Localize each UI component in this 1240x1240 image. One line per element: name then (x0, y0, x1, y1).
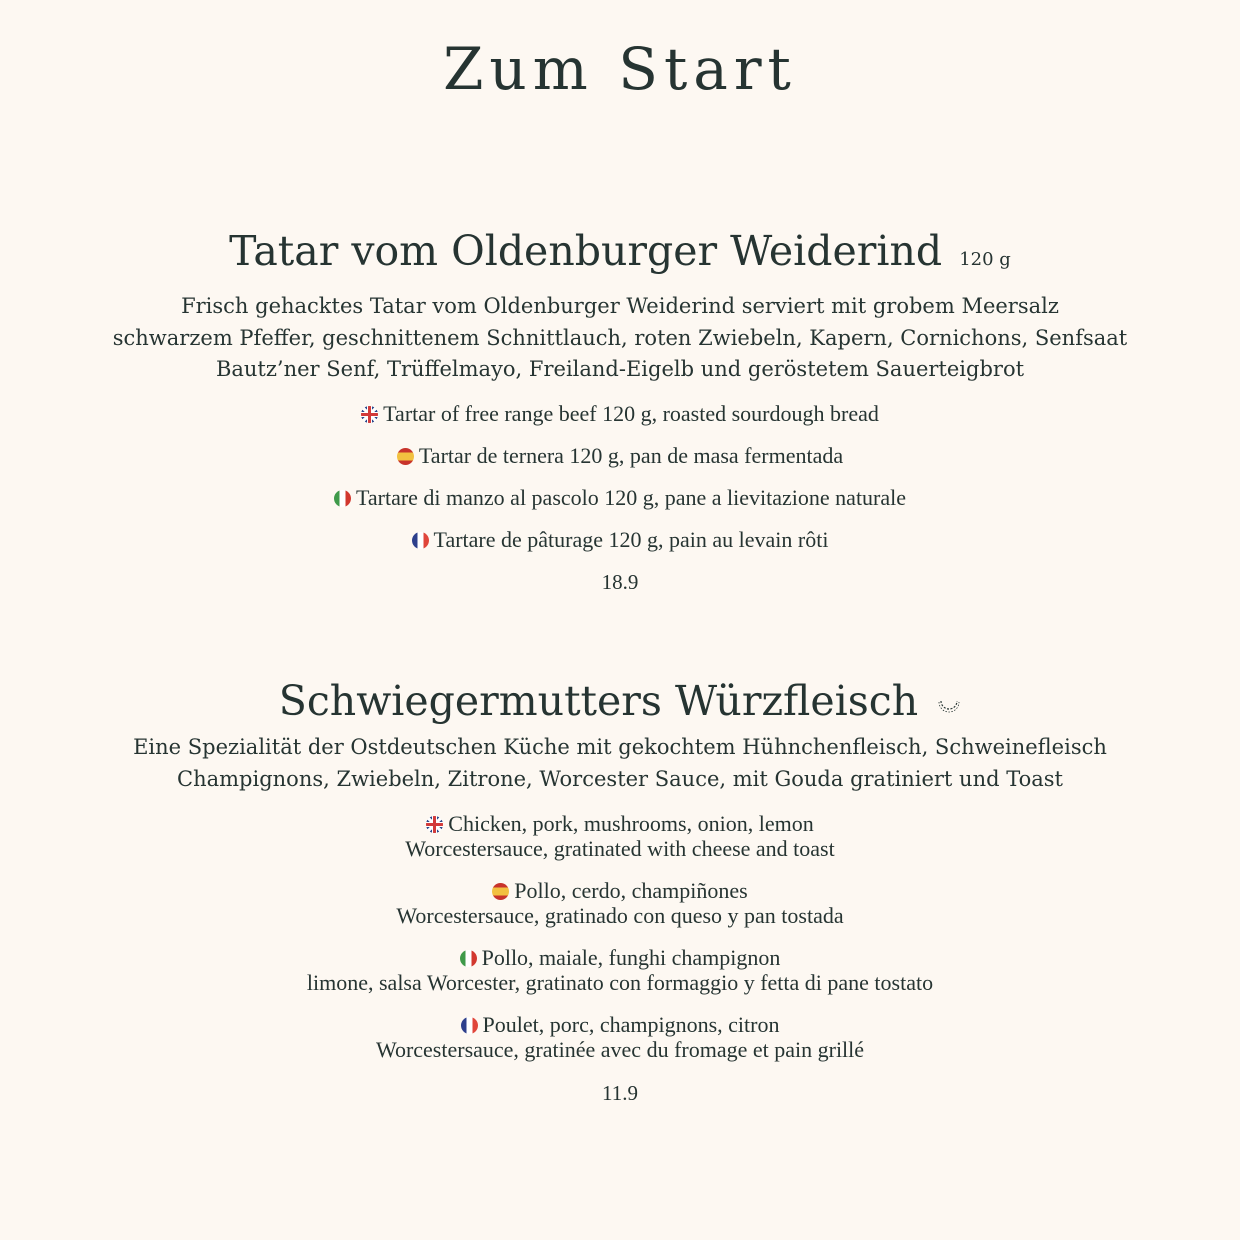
italy-flag-icon (334, 490, 351, 507)
translation-italian (0, 484, 1240, 512)
translation-english (0, 400, 1240, 428)
france-flag-icon (461, 1017, 478, 1034)
dish-description (0, 291, 1240, 386)
dish-price: 18.9 (601, 569, 639, 594)
spain-flag-icon (397, 448, 414, 465)
dish-name: Tatar vom Oldenburger Weiderind (229, 227, 943, 275)
description-line: Frisch gehacktes Tatar vom Oldenburger Weiderind serviert mit grobem Meersalz (181, 294, 1059, 318)
translation-text: Tartar of free range beef 120 g, roasted sourdough bread (383, 400, 879, 426)
dish-weight: 120 g (959, 249, 1011, 270)
translation-text: Tartare di manzo al pascolo 120 g, pane a lievitazione naturale (355, 484, 907, 510)
translation-text: Worcestersauce, gratinée avec du fromage et pain grillé (375, 1037, 865, 1062)
translation-spanish (0, 442, 1240, 470)
translation-italian (0, 945, 1240, 995)
description-line: Bautz’ner Senf, Trüffelmayo, Freiland-Eigelb und geröstetem Sauerteigbrot (215, 357, 1025, 381)
translation-text: Pollo, cerdo, champiñones (514, 878, 748, 903)
page-title: Zum Start (443, 35, 797, 103)
dish-wuerzfleisch (0, 674, 1240, 1107)
dish-description (0, 732, 1240, 795)
translation-text: Worcestersauce, gratinado con queso y pan tostada (396, 903, 844, 928)
uk-flag-icon (426, 816, 443, 833)
dish-title (0, 224, 1240, 287)
translation-text: Tartare de pâturage 120 g, pain au levain rôti (433, 526, 829, 552)
spain-flag-icon (492, 883, 509, 900)
translation-text: limone, salsa Worcester, gratinato con formaggio y fetta di pane tostato (306, 970, 934, 995)
translation-text: Pollo, maiale, funghi champignon (481, 945, 781, 970)
translations (0, 811, 1240, 1062)
translation-french (0, 1012, 1240, 1062)
translation-text: Tartar de ternera 120 g, pan de masa fermentada (418, 442, 844, 468)
translation-spanish (0, 878, 1240, 928)
dish-price: 11.9 (602, 1081, 638, 1105)
translation-text: Chicken, pork, mushrooms, onion, lemon (448, 811, 814, 836)
dish-tatar (0, 224, 1240, 596)
dish-name: Schwiegermutters Würzfleisch (278, 677, 919, 725)
dish-title (0, 674, 1240, 728)
description-line: Champignons, Zwiebeln, Zitrone, Worcester Sauce, mit Gouda gratiniert und Toast (177, 766, 1063, 791)
uk-flag-icon (361, 406, 378, 423)
description-line: schwarzem Pfeffer, geschnittenem Schnittlauch, roten Zwiebeln, Kapern, Cornichons, Senfsaat (112, 325, 1128, 350)
translation-text: Poulet, porc, champignons, citron (482, 1012, 780, 1037)
translation-text: Worcestersauce, gratinated with cheese and toast (405, 836, 835, 861)
italy-flag-icon (460, 950, 477, 967)
france-flag-icon (412, 532, 429, 549)
translation-french (0, 526, 1240, 554)
translations (0, 400, 1240, 554)
translation-english (0, 811, 1240, 861)
description-line: Eine Spezialität der Ostdeutschen Küche mit gekochtem Hühnchenfleisch, Schweinefleisch (133, 735, 1107, 759)
moon-icon (935, 689, 961, 715)
